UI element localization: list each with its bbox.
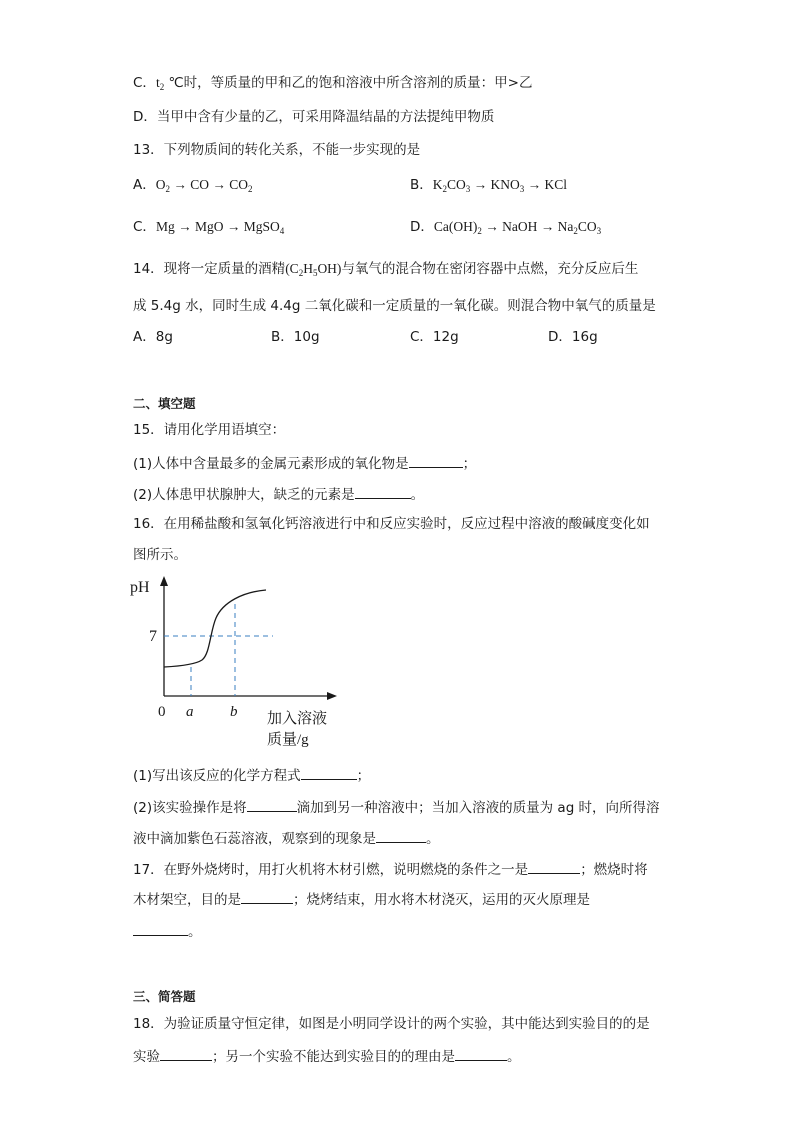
q14-option-c: C．12g: [410, 329, 459, 345]
q17-line-2: [133, 889, 590, 909]
answer-blank[interactable]: [301, 765, 357, 780]
formula-part: H: [303, 261, 313, 276]
formula-subscript: 5: [312, 268, 318, 278]
formula-part: → KNO: [470, 177, 520, 192]
formula-part: O: [155, 177, 166, 192]
option-label: D．: [410, 219, 434, 235]
option-label: C．: [133, 219, 156, 235]
temp-symbol: t: [155, 75, 160, 90]
q17-text: ；燃烧时将: [580, 862, 648, 878]
y-axis-label: pH: [130, 579, 150, 596]
q16-part-2: [133, 797, 660, 817]
x-axis-arrow: [327, 692, 337, 700]
punct: ；: [462, 456, 477, 472]
punct: 。: [188, 924, 202, 940]
answer-blank[interactable]: [355, 484, 411, 499]
ph-curve: [164, 590, 266, 667]
formula-part: CO: [447, 177, 466, 192]
answer-blank[interactable]: [133, 921, 188, 936]
answer-blank[interactable]: [241, 889, 293, 904]
q17-line-1: [133, 859, 648, 879]
answer-blank[interactable]: [376, 828, 426, 843]
q18-text: ；另一个实验不能达到实验目的的理由是: [212, 1049, 455, 1065]
q18-text: 实验: [133, 1049, 160, 1065]
x-axis-label-2: 质量/g: [267, 732, 309, 748]
q13-option-c: [133, 218, 284, 236]
ph7-label: 7: [149, 628, 157, 645]
answer-blank[interactable]: [160, 1046, 212, 1061]
formula-subscript: 2: [165, 184, 170, 194]
formula-subscript: 2: [442, 184, 448, 194]
q14-text: 与氧气的混合物在密闭容器中点燃，充分反应后生: [341, 261, 639, 277]
q16-part-2-line-2: [133, 828, 440, 848]
option-text: ℃时，等质量的甲和乙的饱和溶液中所含溶剂的质量：甲>乙: [164, 75, 533, 91]
formula-part: → CO → CO: [170, 177, 249, 192]
formula-subscript: 3: [596, 226, 602, 236]
formula-part: Mg → MgO → MgSO: [155, 219, 280, 234]
formula-subscript: 2: [477, 226, 482, 236]
formula-part: (C: [285, 261, 299, 276]
q15-stem: 15．请用化学用语填空：: [133, 422, 286, 438]
formula-part: Ca(OH): [433, 219, 478, 234]
q14-text: 14．现将一定质量的酒精: [133, 261, 286, 277]
q18-line-1: 18．为验证质量守恒定律，如图是小明同学设计的两个实验，其中能达到实验目的的是: [133, 1016, 650, 1032]
formula-part: K: [432, 177, 443, 192]
q12-option-d: D．当甲中含有少量的乙，可采用降温结晶的方法提纯甲物质: [133, 109, 495, 125]
q16-p2-text: (2)该实验操作是将: [133, 800, 247, 816]
q12-option-c: [133, 74, 532, 92]
b-label: b: [230, 704, 238, 720]
punct: 。: [410, 487, 425, 503]
ethanol-formula: [285, 261, 341, 276]
q14-option-b: B．10g: [271, 329, 320, 345]
q18-line-2: [133, 1046, 521, 1066]
section-2-title: 二、填空题: [133, 396, 196, 411]
formula-part: → KCl: [524, 177, 568, 192]
q14-line-2: 成 5.4g 水，同时生成 4.4g 二氧化碳和一定质量的一氧化碳。则混合物中氧气的质量是: [133, 298, 656, 314]
formula-subscript: 3: [465, 184, 471, 194]
formula-part: OH): [317, 261, 342, 276]
origin-label: 0: [158, 704, 166, 720]
formula-subscript: 2: [573, 226, 578, 236]
section-3-title: 三、简答题: [133, 989, 196, 1004]
q13-stem: 13．下列物质间的转化关系，不能一步实现的是: [133, 142, 421, 158]
punct: 。: [426, 831, 440, 847]
option-label: C．: [133, 75, 156, 91]
formula-subscript: 2: [298, 268, 304, 278]
formula-part: → NaOH → Na: [481, 219, 574, 234]
temp-subscript: 2: [159, 82, 165, 92]
x-axis-label-1: 加入溶液: [267, 711, 328, 727]
q17-line-3: [133, 921, 202, 941]
q15-part-2: [133, 484, 424, 504]
answer-blank[interactable]: [409, 453, 463, 468]
punct: 。: [507, 1049, 521, 1065]
q17-text: ；烧烤结束，用水将木材浇灭，运用的灭火原理是: [293, 892, 590, 908]
formula-subscript: 2: [248, 184, 253, 194]
q14-option-a: A．8g: [133, 329, 173, 345]
q16-line-2: 图所示。: [133, 547, 187, 563]
q17-text: 17．在野外烧烤时，用打火机将木材引燃，说明燃烧的条件之一是: [133, 862, 529, 878]
answer-blank[interactable]: [455, 1046, 507, 1061]
q16-p2-text: 滴加到另一种溶液中；当加入溶液的质量为 ag 时，向所得溶: [296, 800, 660, 816]
q13-option-d: [410, 218, 601, 236]
formula-subscript: 3: [519, 184, 525, 194]
q16-p1-text: (1)写出该反应的化学方程式: [133, 768, 301, 784]
punct: ；: [356, 768, 371, 784]
answer-blank[interactable]: [528, 859, 580, 874]
q14-option-d: D．16g: [548, 329, 598, 345]
q15-part-1: [133, 453, 476, 473]
q16-line-1: 16．在用稀盐酸和氢氧化钙溶液进行中和反应实验时，反应过程中溶液的酸碱度变化如: [133, 516, 650, 532]
formula-part: CO: [577, 219, 597, 234]
q16-part-1: [133, 765, 370, 785]
q16-p2-text: 液中滴加紫色石蕊溶液，观察到的现象是: [133, 831, 376, 847]
q14-line-1: [133, 260, 638, 278]
q15-p2-text: (2)人体患甲状腺肿大，缺乏的元素是: [133, 487, 355, 503]
q13-option-a: [133, 176, 253, 194]
formula-subscript: 4: [279, 226, 285, 236]
y-axis-arrow: [160, 576, 168, 586]
q15-p1-text: (1)人体中含量最多的金属元素形成的氧化物是: [133, 456, 409, 472]
option-label: B．: [410, 177, 433, 193]
q13-option-b: [410, 176, 567, 194]
a-label: a: [186, 704, 194, 720]
q17-text: 木材架空，目的是: [133, 892, 241, 908]
option-label: A．: [133, 177, 156, 193]
ph-graph: [128, 572, 348, 752]
answer-blank[interactable]: [247, 797, 297, 812]
